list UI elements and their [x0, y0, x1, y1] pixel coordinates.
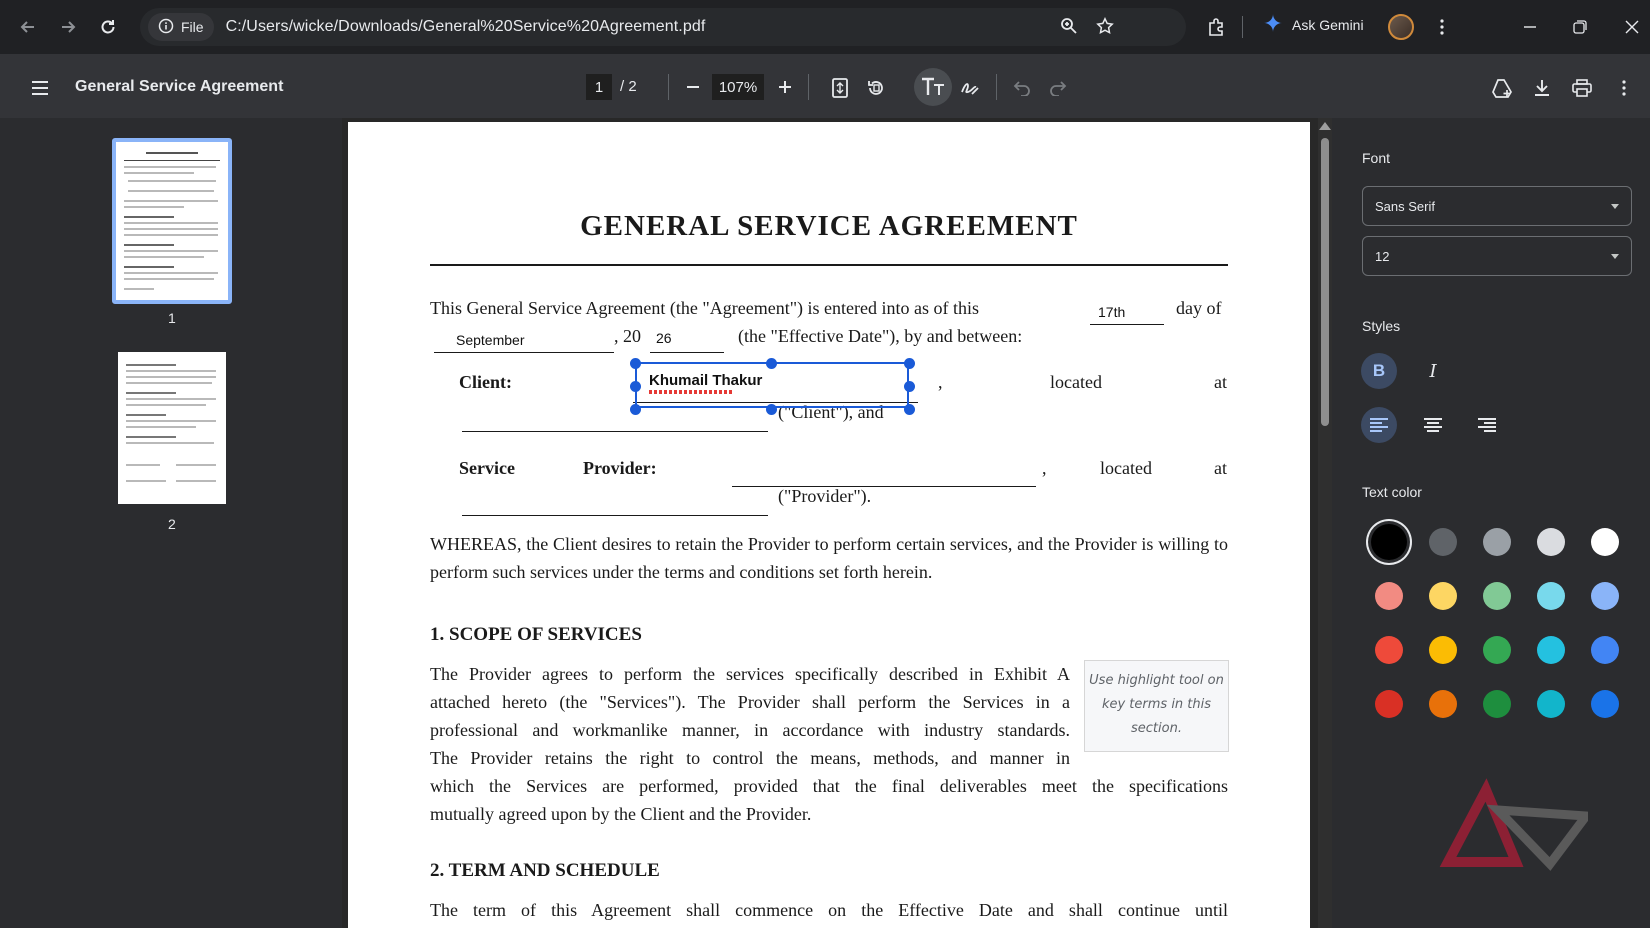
provider-suffix: ("Provider"). [778, 486, 872, 506]
color-swatch[interactable] [1591, 690, 1619, 718]
resize-handle[interactable] [904, 404, 915, 415]
text-annotation-icon[interactable] [919, 73, 947, 101]
month-field[interactable]: September [456, 332, 525, 348]
color-swatch[interactable] [1483, 690, 1511, 718]
chrome-menu-icon[interactable] [1424, 12, 1460, 42]
browser-chrome [0, 0, 1650, 54]
zoom-icon[interactable] [1060, 17, 1078, 40]
pdf-page [348, 122, 1310, 928]
color-swatch[interactable] [1371, 524, 1407, 560]
draw-icon[interactable] [956, 74, 984, 102]
intro-day-suffix: day of [1176, 298, 1222, 318]
chrome-divider [1242, 16, 1243, 38]
download-icon[interactable] [1528, 74, 1556, 102]
minimize-icon[interactable] [1512, 12, 1548, 42]
align-right-button[interactable] [1469, 407, 1505, 443]
day-field[interactable]: 17th [1098, 304, 1126, 320]
font-family-select[interactable] [1362, 186, 1632, 226]
color-swatch[interactable] [1537, 690, 1565, 718]
whereas-paragraph: WHEREAS, the Client desires to retain the Provider to perform certain services, and the Provider is willing to perform such services under the terms and conditions set forth herein. [430, 534, 1228, 582]
align-center-icon [1423, 417, 1443, 433]
star-icon[interactable] [1096, 17, 1114, 40]
client-label: Client: [459, 372, 512, 392]
section-1-line: which the Services are performed, provided that the final deliverables meet the specifications [430, 776, 1228, 796]
section-1-line: mutually agreed upon by the Client and the Provider. [430, 804, 812, 824]
spellcheck-underline [649, 390, 733, 394]
font-size-value: 12 [1375, 248, 1390, 264]
color-swatch[interactable] [1429, 582, 1457, 610]
year-prefix: , 20 [614, 326, 641, 346]
section-1-line: The Provider retains the right to control the means, methods, and manner in [430, 748, 1070, 768]
scroll-up-arrow[interactable] [1319, 122, 1331, 130]
section-1-line: attached hereto (the "Services"). The Provider shall perform the Services in a [430, 692, 1070, 712]
bold-button[interactable]: B [1361, 353, 1397, 389]
gemini-label: Ask Gemini [1292, 16, 1364, 33]
avatar[interactable] [1388, 14, 1414, 40]
provider-comma: , [1042, 458, 1047, 478]
section-2-heading: 2. TERM AND SCHEDULE [430, 860, 660, 881]
section-2-line: The term of this Agreement shall commence on the Effective Date and shall continue until [430, 900, 1228, 920]
color-swatch[interactable] [1483, 636, 1511, 664]
color-swatch[interactable] [1375, 582, 1403, 610]
resize-handle[interactable] [630, 381, 641, 392]
fit-page-icon[interactable] [826, 74, 854, 102]
effective-date-text: (the "Effective Date"), by and between: [738, 326, 1023, 346]
align-left-icon [1369, 417, 1389, 433]
heading-rule [430, 264, 1228, 266]
month-field-line [434, 352, 614, 353]
styles-label: Styles [1362, 318, 1401, 334]
client-address-line [462, 431, 768, 432]
info-icon [158, 18, 174, 37]
color-swatch[interactable] [1483, 528, 1511, 556]
toolbar-divider [996, 74, 997, 100]
scrollbar-thumb[interactable] [1321, 138, 1329, 426]
font-label: Font [1362, 150, 1391, 166]
align-right-icon [1477, 417, 1497, 433]
page-number-input[interactable]: 1 [586, 74, 612, 100]
reload-icon[interactable] [92, 11, 124, 43]
color-swatch[interactable] [1429, 690, 1457, 718]
zoom-in-icon[interactable] [772, 74, 798, 100]
back-icon[interactable] [12, 11, 44, 43]
dropdown-caret-icon [1611, 204, 1619, 209]
year-field-line [650, 352, 724, 353]
italic-button[interactable]: I [1429, 360, 1437, 382]
font-family-value: Sans Serif [1375, 198, 1435, 214]
zoom-level-input[interactable]: 107% [712, 74, 764, 100]
color-swatch[interactable] [1483, 582, 1511, 610]
page-total: / 2 [620, 78, 637, 95]
extensions-icon[interactable] [1200, 11, 1232, 43]
color-swatch[interactable] [1375, 690, 1403, 718]
client-at: at [1214, 372, 1227, 392]
intro-text: This General Service Agreement (the "Agreement") is entered into as of this [430, 298, 980, 318]
file-chip-label: File [181, 19, 204, 35]
add-to-drive-icon[interactable] [1488, 74, 1516, 102]
provider-label: Provider: [583, 458, 657, 478]
color-swatch[interactable] [1591, 636, 1619, 664]
section-1-heading: 1. SCOPE OF SERVICES [430, 624, 642, 645]
color-swatch[interactable] [1375, 636, 1403, 664]
watermark-logo [1438, 772, 1588, 872]
resize-handle[interactable] [904, 358, 915, 369]
color-swatch[interactable] [1537, 528, 1565, 556]
resize-handle[interactable] [630, 358, 641, 369]
client-located: located [1050, 372, 1102, 392]
highlight-hint-note: Use highlight tool on key terms in this section. [1084, 660, 1229, 752]
zoom-out-icon[interactable] [680, 74, 706, 100]
more-icon[interactable] [1610, 74, 1638, 102]
rotate-icon[interactable] [862, 74, 890, 102]
provider-located: located [1100, 458, 1152, 478]
resize-handle[interactable] [630, 404, 641, 415]
align-left-button[interactable] [1361, 407, 1397, 443]
thumbnail-label-1: 1 [168, 310, 176, 326]
toolbar-divider [668, 74, 669, 100]
ask-gemini-button[interactable] [1264, 14, 1364, 35]
close-icon[interactable] [1614, 12, 1650, 42]
dropdown-caret-icon [1611, 254, 1619, 259]
color-swatch[interactable] [1429, 528, 1457, 556]
address-bar[interactable] [140, 8, 1186, 46]
color-swatch[interactable] [1537, 582, 1565, 610]
resize-handle[interactable] [904, 381, 915, 392]
provider-address-line [462, 515, 768, 516]
day-field-line [1090, 324, 1164, 325]
client-name-text[interactable]: Khumail Thakur [649, 372, 763, 389]
section-1-line: professional and workmanlike manner, in accordance with industry standards. [430, 720, 1070, 740]
document-heading: GENERAL SERVICE AGREEMENT [580, 210, 1078, 242]
gemini-icon [1264, 14, 1282, 35]
menu-icon[interactable] [26, 74, 54, 102]
page-thumbnail-1[interactable] [112, 138, 232, 304]
year-field[interactable]: 26 [656, 330, 672, 346]
toolbar-divider [808, 74, 809, 100]
color-swatch[interactable] [1591, 582, 1619, 610]
color-swatch[interactable] [1591, 528, 1619, 556]
section-1-line: The Provider agrees to perform the services specifically described in Exhibit A [430, 664, 1070, 684]
document-title: General Service Agreement [75, 78, 284, 95]
align-center-button[interactable] [1415, 407, 1451, 443]
page-total-value: 2 [628, 78, 637, 95]
client-comma: , [938, 372, 943, 392]
site-info-chip[interactable] [148, 13, 214, 41]
color-swatch[interactable] [1429, 636, 1457, 664]
resize-handle[interactable] [766, 358, 777, 369]
resize-handle[interactable] [766, 404, 777, 415]
font-size-select[interactable] [1362, 236, 1632, 276]
thumbnail-label-2: 2 [168, 516, 176, 532]
text-color-label: Text color [1362, 484, 1422, 500]
print-icon[interactable] [1568, 74, 1596, 102]
redo-icon[interactable] [1044, 74, 1072, 102]
provider-at: at [1214, 458, 1227, 478]
url-text[interactable]: C:/Users/wicke/Downloads/General%20Service%20Agreement.pdf [225, 18, 706, 35]
undo-icon[interactable] [1008, 74, 1036, 102]
color-swatch[interactable] [1537, 636, 1565, 664]
service-label: Service [459, 458, 515, 478]
page-thumbnail-2[interactable] [118, 352, 226, 504]
client-suffix: ("Client"), and [778, 402, 884, 422]
restore-icon[interactable] [1562, 12, 1598, 42]
forward-icon[interactable] [52, 11, 84, 43]
